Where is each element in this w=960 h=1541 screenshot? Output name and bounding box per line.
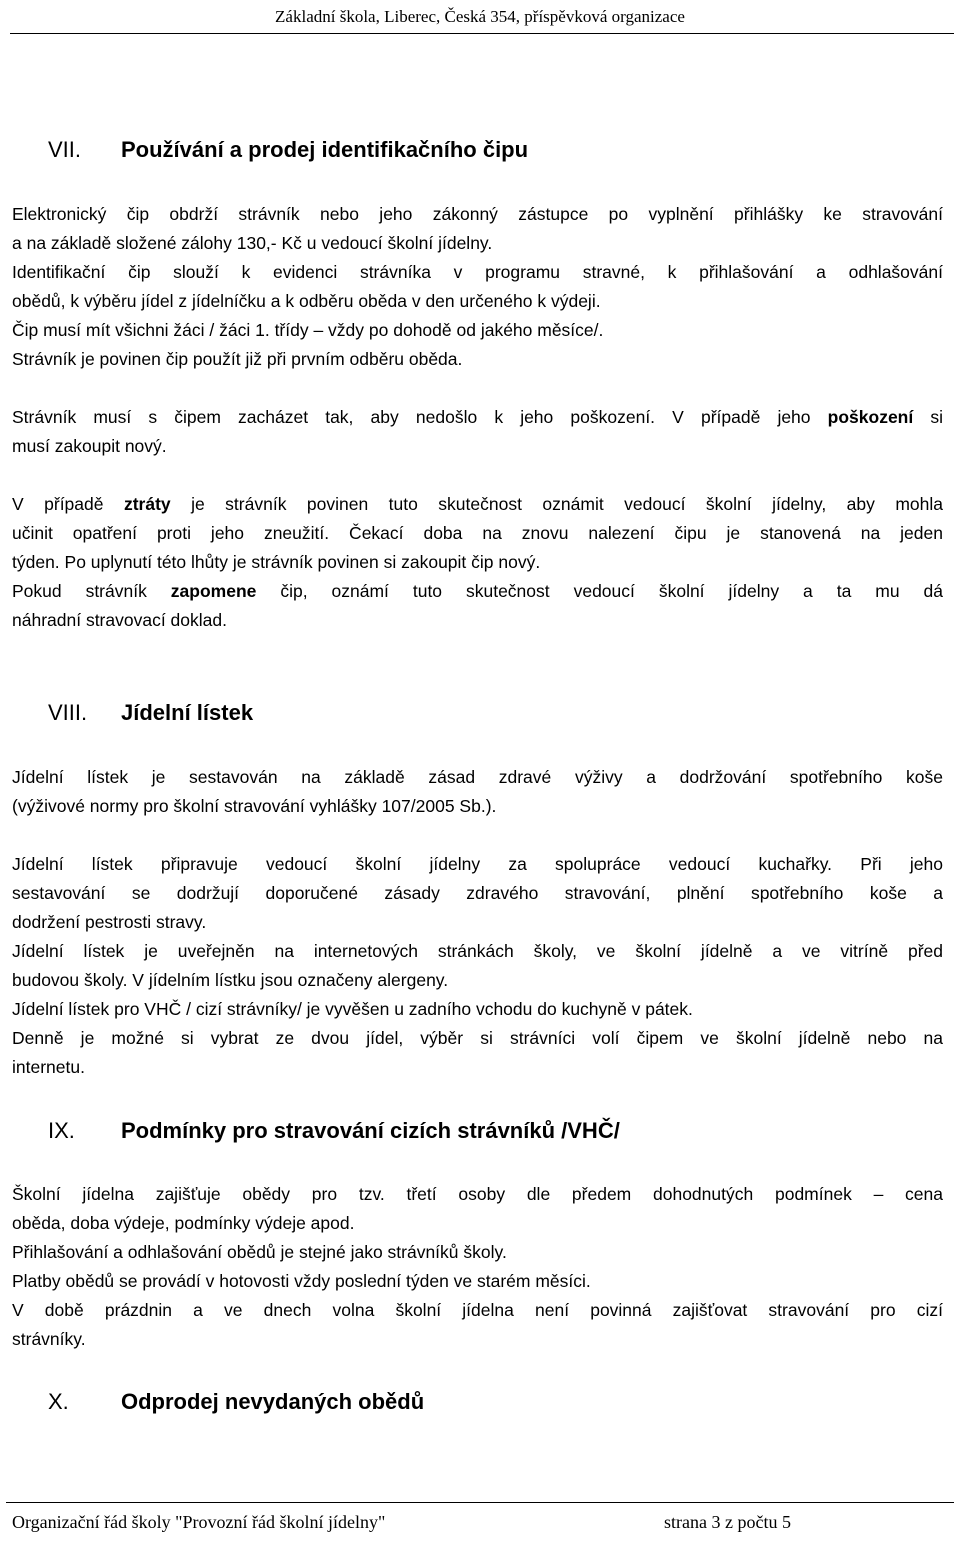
section-viii-title: Jídelní lístek — [121, 700, 254, 725]
section-vii-line-5: Čip musí mít všichni žáci / žáci 1. třídy – vždy po dohodě od jakého měsíce/. — [12, 320, 604, 340]
footer-document-title: Organizační řád školy "Provozní řád školní jídelny" — [12, 1512, 386, 1532]
section-ix-line-6: strávníky. — [12, 1329, 86, 1349]
section-vii-line-3: Identifikační čip slouží k evidenci strávníka v programu stravné, k přihlašování a odhlašování — [12, 262, 943, 282]
header-divider — [10, 33, 954, 34]
section-vii-line-6: Strávník je povinen čip použít již při prvním odběru oběda. — [12, 349, 463, 369]
section-vii-number: VII. — [48, 137, 82, 162]
section-vii-line-7: Strávník musí s čipem zacházet tak, aby nedošlo k jeho poškození. V případě jeho poškození si — [12, 407, 943, 427]
section-vii-line-4: obědů, k výběru jídel z jídelníčku a k odběru oběda v den určeného k výdeji. — [12, 291, 601, 311]
page-header: Základní škola, Liberec, Česká 354, příspěvková organizace — [275, 7, 685, 26]
section-ix-line-5: V době prázdnin a ve dnech volna školní jídelna není povinná zajišťovat stravování pro cizí — [12, 1300, 943, 1320]
section-ix-line-3: Přihlašování a odhlašování obědů je stejné jako strávníků školy. — [12, 1242, 507, 1262]
section-viii-line-3: Jídelní lístek připravuje vedoucí školní jídelny za spolupráce vedoucí kuchařky. Při jeho — [12, 854, 943, 874]
keyword-poskozeni: poškození — [827, 407, 914, 427]
section-vii-line-13: náhradní stravovací doklad. — [12, 610, 227, 630]
section-viii-line-2: (výživové normy pro školní stravování vyhlášky 107/2005 Sb.). — [12, 796, 497, 816]
section-viii-line-1: Jídelní lístek je sestavován na základě zásad zdravé výživy a dodržování spotřebního koše — [12, 767, 943, 787]
section-ix-number: IX. — [48, 1118, 75, 1143]
section-vii-line-9: V případě ztráty je strávník povinen tuto skutečnost oznámit vedoucí školní jídelny, aby mohla — [12, 494, 944, 514]
section-viii-line-8: Jídelní lístek pro VHČ / cizí strávníky/ je vyvěšen u zadního vchodu do kuchyně v pátek. — [12, 999, 693, 1019]
section-vii-line-10: učinit opatření proti jeho zneužití. Čekací doba na znovu nalezení čipu je stanovená na jeden — [12, 523, 943, 543]
section-x-number: X. — [48, 1389, 69, 1414]
section-vii-line-1: Elektronický čip obdrží strávník nebo jeho zákonný zástupce po vyplnění přihlášky ke stravování — [12, 204, 943, 224]
section-ix-line-4: Platby obědů se provádí v hotovosti vždy poslední týden ve starém měsíci. — [12, 1271, 591, 1291]
section-viii-number: VIII. — [48, 700, 88, 725]
footer-divider — [6, 1502, 954, 1503]
section-x-title: Odprodej nevydaných obědů — [121, 1389, 425, 1414]
section-ix-title: Podmínky pro stravování cizích strávníků /VHČ/ — [121, 1118, 620, 1143]
section-viii-line-10: internetu. — [12, 1057, 85, 1077]
section-viii-line-7: budovou školy. V jídelním lístku jsou označeny alergeny. — [12, 970, 449, 990]
section-vii-line-11: týden. Po uplynutí této lhůty je strávník povinen si zakoupit čip nový. — [12, 552, 541, 572]
keyword-zapomene: zapomene — [170, 581, 257, 601]
section-viii-line-5: dodržení pestrosti stravy. — [12, 912, 207, 932]
section-ix-line-1: Školní jídelna zajišťuje obědy pro tzv. třetí osoby dle předem dohodnutých podmínek – cena — [12, 1184, 943, 1204]
section-ix-line-2: oběda, doba výdeje, podmínky výdeje apod. — [12, 1213, 355, 1233]
section-viii-line-6: Jídelní lístek je uveřejněn na internetových stránkách školy, ve školní jídelně a ve vitríně před — [12, 941, 943, 961]
section-vii-line-2: a na základě složené zálohy 130,- Kč u vedoucí školní jídelny. — [12, 233, 493, 253]
section-vii-line-8: musí zakoupit nový. — [12, 436, 167, 456]
section-vii-line-12: Pokud strávník zapomene čip, oznámí tuto skutečnost vedoucí školní jídelny a ta mu dá — [12, 581, 943, 601]
section-viii-line-4: sestavování se dodržují doporučené zásady zdravého stravování, plnění spotřebního koše a — [12, 883, 943, 903]
footer-page-number: strana 3 z počtu 5 — [664, 1512, 791, 1532]
section-vii-title: Používání a prodej identifikačního čipu — [121, 137, 529, 162]
keyword-ztraty: ztráty — [123, 494, 171, 514]
section-viii-line-9: Denně je možné si vybrat ze dvou jídel, výběr si strávníci volí čipem ve školní jídelně nebo na — [12, 1028, 943, 1048]
